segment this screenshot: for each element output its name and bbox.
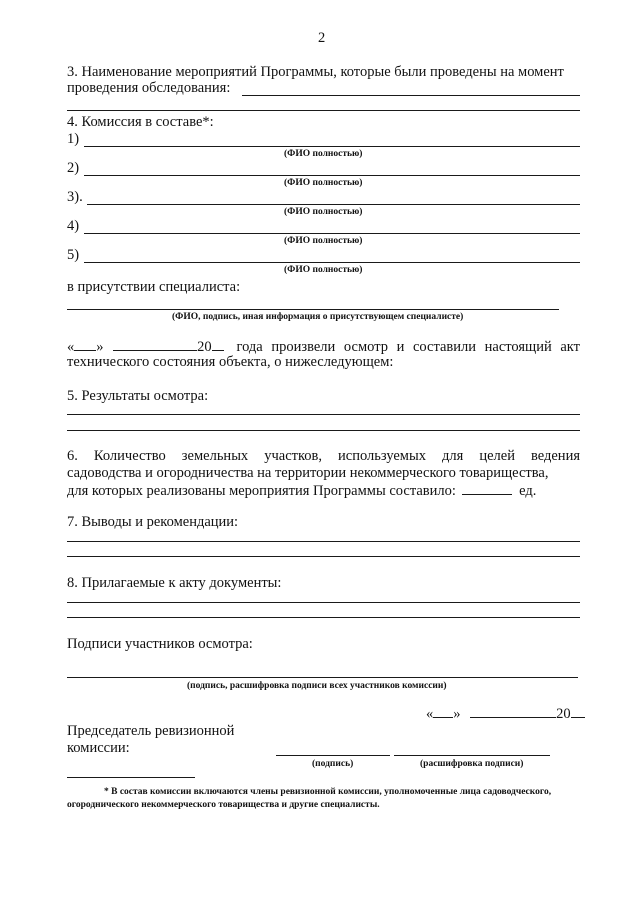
year-prefix: 20 <box>197 339 212 355</box>
year-field[interactable] <box>212 338 224 351</box>
member-4-number: 4) <box>67 218 80 234</box>
conclusions-field-line2[interactable] <box>67 556 580 557</box>
day-field[interactable] <box>74 338 96 351</box>
member-5-name-field[interactable] <box>84 262 580 263</box>
chairman-signature-field[interactable] <box>276 755 390 756</box>
conclusions-field-line1[interactable] <box>67 541 580 542</box>
section5-title: 5. Результаты осмотра: <box>67 388 209 404</box>
chairman-quote-open: « <box>426 706 434 722</box>
chairman-decode-field[interactable] <box>394 755 550 756</box>
section3-field-line2[interactable] <box>67 110 580 111</box>
chairman-decode-caption: (расшифровка подписи) <box>420 759 524 769</box>
documents-field-line2[interactable] <box>67 617 580 618</box>
signatures-caption: (подпись, расшифровка подписи всех участников комиссии) <box>187 681 447 691</box>
section7-title: 7. Выводы и рекомендации: <box>67 514 239 530</box>
chairman-label-line2: комиссии: <box>67 740 130 756</box>
chairman-date-line <box>426 705 585 723</box>
results-field-line2[interactable] <box>67 430 580 431</box>
section6-line2: садоводства и огородничества на территории некоммерческого товарищества, <box>67 465 549 481</box>
section6-line3-group <box>67 482 536 500</box>
quote-open: « <box>67 339 75 355</box>
signatures-title: Подписи участников осмотра: <box>67 636 253 652</box>
member-3-number: 3). <box>67 189 83 205</box>
member-3-caption: (ФИО полностью) <box>284 207 363 217</box>
section6-line3: для которых реализованы мероприятия Программы составило: <box>67 483 456 499</box>
member-2-caption: (ФИО полностью) <box>284 178 363 188</box>
section4-title: 4. Комиссия в составе*: <box>67 114 214 130</box>
footnote-line2: огороднического некоммерческого товарищества и другие специалисты. <box>67 800 380 810</box>
chairman-label-line1: Председатель ревизионной <box>67 723 235 739</box>
footnote-separator <box>67 777 195 778</box>
member-3-name-field[interactable] <box>87 204 580 205</box>
member-1-name-field[interactable] <box>84 146 580 147</box>
specialist-label: в присутствии специалиста: <box>67 279 241 295</box>
member-4-name-field[interactable] <box>84 233 580 234</box>
chairman-year-prefix: 20 <box>556 706 571 722</box>
chairman-year-field[interactable] <box>571 705 585 718</box>
member-2-name-field[interactable] <box>84 175 580 176</box>
quote-close: » <box>96 339 104 355</box>
chairman-signature-caption: (подпись) <box>312 759 354 769</box>
results-field-line1[interactable] <box>67 414 580 415</box>
member-5-caption: (ФИО полностью) <box>284 265 363 275</box>
chairman-day-field[interactable] <box>433 705 453 718</box>
member-1-caption: (ФИО полностью) <box>284 149 363 159</box>
section3-field-line1[interactable] <box>242 95 580 96</box>
section3-heading-line2: проведения обследования: <box>67 80 231 96</box>
section6-line1: 6. Количество земельных участков, используемых для целей ведения <box>67 448 580 464</box>
plot-count-field[interactable] <box>462 482 512 495</box>
signatures-field[interactable] <box>67 677 578 678</box>
section3-heading-line1: 3. Наименование мероприятий Программы, которые были проведены на момент <box>67 64 564 80</box>
unit-label: ед. <box>519 483 537 499</box>
chairman-quote-close: » <box>453 706 461 722</box>
page-number: 2 <box>318 30 326 46</box>
member-2-number: 2) <box>67 160 80 176</box>
member-1-number: 1) <box>67 131 80 147</box>
inspection-line2: технического состояния объекта, о нижеследующем: <box>67 354 394 370</box>
specialist-field[interactable] <box>67 309 559 310</box>
footnote-line1: * В состав комиссии включаются члены ревизионной комиссии, уполномоченные лица садоводческого, <box>104 787 552 797</box>
specialist-caption: (ФИО, подпись, иная информация о присутствующем специалисте) <box>172 312 464 322</box>
member-4-caption: (ФИО полностью) <box>284 236 363 246</box>
member-5-number: 5) <box>67 247 80 263</box>
month-field[interactable] <box>113 338 197 351</box>
inspection-line1-text: года произвели осмотр и составили настоящий акт <box>236 339 580 355</box>
documents-field-line1[interactable] <box>67 602 580 603</box>
section8-title: 8. Прилагаемые к акту документы: <box>67 575 282 591</box>
chairman-month-field[interactable] <box>470 705 556 718</box>
